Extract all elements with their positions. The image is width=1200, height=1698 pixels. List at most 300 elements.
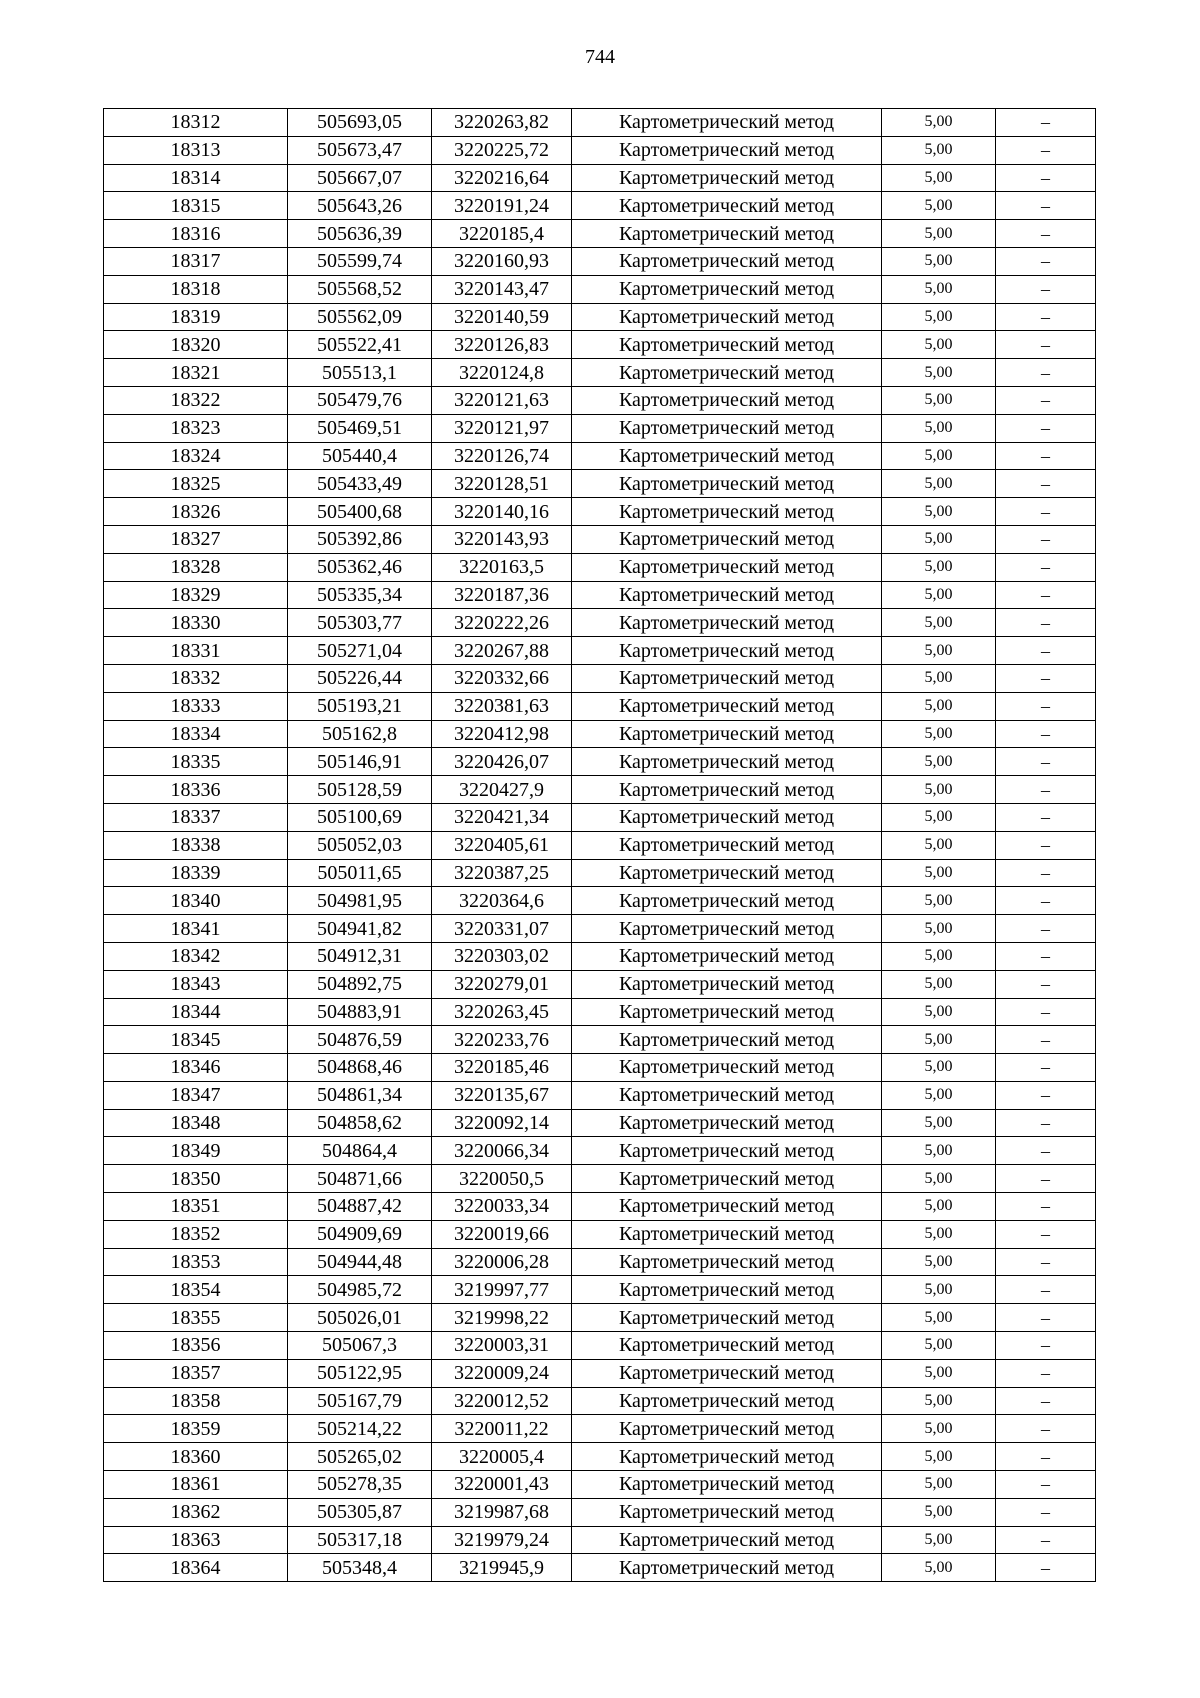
y-coordinate-cell: 3220011,22 — [432, 1415, 572, 1443]
x-coordinate-cell: 505100,69 — [288, 803, 432, 831]
accuracy-cell: 5,00 — [882, 442, 996, 470]
table-row — [104, 414, 1096, 442]
y-coordinate-cell: 3220121,63 — [432, 386, 572, 414]
accuracy-cell: 5,00 — [882, 1220, 996, 1248]
x-coordinate-cell: 505278,35 — [288, 1471, 432, 1499]
method-cell: Картометрический метод — [572, 748, 882, 776]
table-row — [104, 164, 1096, 192]
accuracy-cell: 5,00 — [882, 1304, 996, 1332]
method-cell: Картометрический метод — [572, 887, 882, 915]
y-coordinate-cell: 3220267,88 — [432, 637, 572, 665]
y-coordinate-cell: 3220006,28 — [432, 1248, 572, 1276]
dash-cell: – — [996, 1415, 1096, 1443]
x-coordinate-cell: 505440,4 — [288, 442, 432, 470]
point-number-cell: 18339 — [104, 859, 288, 887]
x-coordinate-cell: 505643,26 — [288, 192, 432, 220]
y-coordinate-cell: 3220303,02 — [432, 942, 572, 970]
coordinates-table — [103, 108, 1096, 1582]
y-coordinate-cell: 3220009,24 — [432, 1359, 572, 1387]
accuracy-cell: 5,00 — [882, 1415, 996, 1443]
accuracy-cell: 5,00 — [882, 915, 996, 943]
dash-cell: – — [996, 720, 1096, 748]
table-row — [104, 998, 1096, 1026]
method-cell: Картометрический метод — [572, 720, 882, 748]
accuracy-cell: 5,00 — [882, 164, 996, 192]
point-number-cell: 18337 — [104, 803, 288, 831]
accuracy-cell: 5,00 — [882, 1054, 996, 1082]
accuracy-cell: 5,00 — [882, 331, 996, 359]
x-coordinate-cell: 505146,91 — [288, 748, 432, 776]
dash-cell: – — [996, 136, 1096, 164]
dash-cell: – — [996, 1332, 1096, 1360]
accuracy-cell: 5,00 — [882, 1471, 996, 1499]
point-number-cell: 18328 — [104, 553, 288, 581]
y-coordinate-cell: 3220191,24 — [432, 192, 572, 220]
accuracy-cell: 5,00 — [882, 386, 996, 414]
y-coordinate-cell: 3219997,77 — [432, 1276, 572, 1304]
accuracy-cell: 5,00 — [882, 498, 996, 526]
dash-cell: – — [996, 303, 1096, 331]
table-row — [104, 1276, 1096, 1304]
dash-cell: – — [996, 748, 1096, 776]
accuracy-cell: 5,00 — [882, 720, 996, 748]
y-coordinate-cell: 3220128,51 — [432, 470, 572, 498]
table-row — [104, 1526, 1096, 1554]
point-number-cell: 18335 — [104, 748, 288, 776]
y-coordinate-cell: 3220185,46 — [432, 1054, 572, 1082]
table-row — [104, 1137, 1096, 1165]
table-row — [104, 915, 1096, 943]
table-row — [104, 1054, 1096, 1082]
x-coordinate-cell: 505636,39 — [288, 220, 432, 248]
point-number-cell: 18332 — [104, 664, 288, 692]
dash-cell: – — [996, 1054, 1096, 1082]
y-coordinate-cell: 3220160,93 — [432, 247, 572, 275]
method-cell: Картометрический метод — [572, 1443, 882, 1471]
method-cell: Картометрический метод — [572, 998, 882, 1026]
dash-cell: – — [996, 776, 1096, 804]
point-number-cell: 18343 — [104, 970, 288, 998]
dash-cell: – — [996, 498, 1096, 526]
accuracy-cell: 5,00 — [882, 136, 996, 164]
x-coordinate-cell: 504883,91 — [288, 998, 432, 1026]
x-coordinate-cell: 504944,48 — [288, 1248, 432, 1276]
accuracy-cell: 5,00 — [882, 748, 996, 776]
table-row — [104, 1165, 1096, 1193]
accuracy-cell: 5,00 — [882, 553, 996, 581]
y-coordinate-cell: 3220421,34 — [432, 803, 572, 831]
x-coordinate-cell: 505052,03 — [288, 831, 432, 859]
y-coordinate-cell: 3219987,68 — [432, 1498, 572, 1526]
point-number-cell: 18356 — [104, 1332, 288, 1360]
accuracy-cell: 5,00 — [882, 859, 996, 887]
table-row — [104, 609, 1096, 637]
x-coordinate-cell: 505479,76 — [288, 386, 432, 414]
point-number-cell: 18352 — [104, 1220, 288, 1248]
table-row — [104, 637, 1096, 665]
y-coordinate-cell: 3220225,72 — [432, 136, 572, 164]
x-coordinate-cell: 505226,44 — [288, 664, 432, 692]
method-cell: Картометрический метод — [572, 1304, 882, 1332]
y-coordinate-cell: 3220185,4 — [432, 220, 572, 248]
x-coordinate-cell: 504892,75 — [288, 970, 432, 998]
accuracy-cell: 5,00 — [882, 275, 996, 303]
y-coordinate-cell: 3220405,61 — [432, 831, 572, 859]
dash-cell: – — [996, 803, 1096, 831]
point-number-cell: 18338 — [104, 831, 288, 859]
x-coordinate-cell: 505693,05 — [288, 109, 432, 137]
point-number-cell: 18320 — [104, 331, 288, 359]
point-number-cell: 18350 — [104, 1165, 288, 1193]
accuracy-cell: 5,00 — [882, 1026, 996, 1054]
y-coordinate-cell: 3220143,93 — [432, 525, 572, 553]
method-cell: Картометрический метод — [572, 1498, 882, 1526]
accuracy-cell: 5,00 — [882, 1193, 996, 1221]
point-number-cell: 18326 — [104, 498, 288, 526]
x-coordinate-cell: 505433,49 — [288, 470, 432, 498]
method-cell: Картометрический метод — [572, 275, 882, 303]
point-number-cell: 18316 — [104, 220, 288, 248]
point-number-cell: 18363 — [104, 1526, 288, 1554]
table-row — [104, 859, 1096, 887]
accuracy-cell: 5,00 — [882, 581, 996, 609]
coordinates-table-body — [104, 109, 1096, 1582]
method-cell: Картометрический метод — [572, 1276, 882, 1304]
x-coordinate-cell: 504941,82 — [288, 915, 432, 943]
table-row — [104, 970, 1096, 998]
dash-cell: – — [996, 1081, 1096, 1109]
point-number-cell: 18362 — [104, 1498, 288, 1526]
x-coordinate-cell: 505011,65 — [288, 859, 432, 887]
y-coordinate-cell: 3220066,34 — [432, 1137, 572, 1165]
point-number-cell: 18345 — [104, 1026, 288, 1054]
dash-cell: – — [996, 220, 1096, 248]
y-coordinate-cell: 3220012,52 — [432, 1387, 572, 1415]
point-number-cell: 18353 — [104, 1248, 288, 1276]
table-row — [104, 831, 1096, 859]
point-number-cell: 18327 — [104, 525, 288, 553]
method-cell: Картометрический метод — [572, 1193, 882, 1221]
point-number-cell: 18358 — [104, 1387, 288, 1415]
dash-cell: – — [996, 1220, 1096, 1248]
table-row — [104, 1443, 1096, 1471]
method-cell: Картометрический метод — [572, 359, 882, 387]
method-cell: Картометрический метод — [572, 192, 882, 220]
table-row — [104, 1109, 1096, 1137]
x-coordinate-cell: 505335,34 — [288, 581, 432, 609]
dash-cell: – — [996, 1248, 1096, 1276]
dash-cell: – — [996, 442, 1096, 470]
method-cell: Картометрический метод — [572, 609, 882, 637]
y-coordinate-cell: 3220412,98 — [432, 720, 572, 748]
table-row — [104, 220, 1096, 248]
method-cell: Картометрический метод — [572, 414, 882, 442]
dash-cell: – — [996, 1026, 1096, 1054]
accuracy-cell: 5,00 — [882, 609, 996, 637]
dash-cell: – — [996, 1443, 1096, 1471]
x-coordinate-cell: 504858,62 — [288, 1109, 432, 1137]
point-number-cell: 18361 — [104, 1471, 288, 1499]
point-number-cell: 18348 — [104, 1109, 288, 1137]
table-row — [104, 720, 1096, 748]
dash-cell: – — [996, 942, 1096, 970]
point-number-cell: 18342 — [104, 942, 288, 970]
x-coordinate-cell: 505667,07 — [288, 164, 432, 192]
point-number-cell: 18329 — [104, 581, 288, 609]
dash-cell: – — [996, 859, 1096, 887]
dash-cell: – — [996, 414, 1096, 442]
x-coordinate-cell: 505469,51 — [288, 414, 432, 442]
method-cell: Картометрический метод — [572, 1081, 882, 1109]
y-coordinate-cell: 3220143,47 — [432, 275, 572, 303]
accuracy-cell: 5,00 — [882, 831, 996, 859]
dash-cell: – — [996, 247, 1096, 275]
table-row — [104, 525, 1096, 553]
accuracy-cell: 5,00 — [882, 1081, 996, 1109]
method-cell: Картометрический метод — [572, 1109, 882, 1137]
accuracy-cell: 5,00 — [882, 998, 996, 1026]
y-coordinate-cell: 3220222,26 — [432, 609, 572, 637]
dash-cell: – — [996, 1193, 1096, 1221]
method-cell: Картометрический метод — [572, 970, 882, 998]
dash-cell: – — [996, 109, 1096, 137]
accuracy-cell: 5,00 — [882, 303, 996, 331]
accuracy-cell: 5,00 — [882, 970, 996, 998]
accuracy-cell: 5,00 — [882, 1443, 996, 1471]
table-row — [104, 275, 1096, 303]
table-row — [104, 1554, 1096, 1582]
dash-cell: – — [996, 998, 1096, 1026]
table-row — [104, 553, 1096, 581]
y-coordinate-cell: 3219945,9 — [432, 1554, 572, 1582]
x-coordinate-cell: 505122,95 — [288, 1359, 432, 1387]
accuracy-cell: 5,00 — [882, 664, 996, 692]
dash-cell: – — [996, 970, 1096, 998]
dash-cell: – — [996, 525, 1096, 553]
x-coordinate-cell: 504868,46 — [288, 1054, 432, 1082]
method-cell: Картометрический метод — [572, 1471, 882, 1499]
table-row — [104, 1081, 1096, 1109]
table-row — [104, 109, 1096, 137]
point-number-cell: 18312 — [104, 109, 288, 137]
x-coordinate-cell: 505128,59 — [288, 776, 432, 804]
y-coordinate-cell: 3220263,82 — [432, 109, 572, 137]
x-coordinate-cell: 505400,68 — [288, 498, 432, 526]
point-number-cell: 18336 — [104, 776, 288, 804]
dash-cell: – — [996, 609, 1096, 637]
dash-cell: – — [996, 1276, 1096, 1304]
y-coordinate-cell: 3220140,59 — [432, 303, 572, 331]
x-coordinate-cell: 505067,3 — [288, 1332, 432, 1360]
y-coordinate-cell: 3220364,6 — [432, 887, 572, 915]
table-row — [104, 1359, 1096, 1387]
y-coordinate-cell: 3220124,8 — [432, 359, 572, 387]
table-row — [104, 692, 1096, 720]
method-cell: Картометрический метод — [572, 803, 882, 831]
x-coordinate-cell: 504871,66 — [288, 1165, 432, 1193]
dash-cell: – — [996, 1165, 1096, 1193]
table-row — [104, 1248, 1096, 1276]
accuracy-cell: 5,00 — [882, 1276, 996, 1304]
x-coordinate-cell: 505392,86 — [288, 525, 432, 553]
accuracy-cell: 5,00 — [882, 942, 996, 970]
table-row — [104, 442, 1096, 470]
x-coordinate-cell: 505026,01 — [288, 1304, 432, 1332]
accuracy-cell: 5,00 — [882, 414, 996, 442]
x-coordinate-cell: 505265,02 — [288, 1443, 432, 1471]
point-number-cell: 18324 — [104, 442, 288, 470]
table-row — [104, 359, 1096, 387]
table-row — [104, 192, 1096, 220]
point-number-cell: 18364 — [104, 1554, 288, 1582]
point-number-cell: 18323 — [104, 414, 288, 442]
x-coordinate-cell: 505214,22 — [288, 1415, 432, 1443]
point-number-cell: 18344 — [104, 998, 288, 1026]
dash-cell: – — [996, 1471, 1096, 1499]
x-coordinate-cell: 505317,18 — [288, 1526, 432, 1554]
method-cell: Картометрический метод — [572, 136, 882, 164]
table-row — [104, 498, 1096, 526]
point-number-cell: 18351 — [104, 1193, 288, 1221]
method-cell: Картометрический метод — [572, 220, 882, 248]
method-cell: Картометрический метод — [572, 942, 882, 970]
method-cell: Картометрический метод — [572, 1220, 882, 1248]
y-coordinate-cell: 3220233,76 — [432, 1026, 572, 1054]
y-coordinate-cell: 3220187,36 — [432, 581, 572, 609]
method-cell: Картометрический метод — [572, 331, 882, 359]
dash-cell: – — [996, 1137, 1096, 1165]
accuracy-cell: 5,00 — [882, 1554, 996, 1582]
x-coordinate-cell: 504864,4 — [288, 1137, 432, 1165]
y-coordinate-cell: 3220005,4 — [432, 1443, 572, 1471]
method-cell: Картометрический метод — [572, 859, 882, 887]
point-number-cell: 18322 — [104, 386, 288, 414]
accuracy-cell: 5,00 — [882, 470, 996, 498]
table-row — [104, 1026, 1096, 1054]
method-cell: Картометрический метод — [572, 1165, 882, 1193]
accuracy-cell: 5,00 — [882, 1526, 996, 1554]
y-coordinate-cell: 3220001,43 — [432, 1471, 572, 1499]
table-row — [104, 386, 1096, 414]
method-cell: Картометрический метод — [572, 247, 882, 275]
method-cell: Картометрический метод — [572, 1332, 882, 1360]
method-cell: Картометрический метод — [572, 164, 882, 192]
method-cell: Картометрический метод — [572, 831, 882, 859]
dash-cell: – — [996, 164, 1096, 192]
x-coordinate-cell: 504912,31 — [288, 942, 432, 970]
table-row — [104, 942, 1096, 970]
y-coordinate-cell: 3220332,66 — [432, 664, 572, 692]
method-cell: Картометрический метод — [572, 470, 882, 498]
table-row — [104, 470, 1096, 498]
point-number-cell: 18340 — [104, 887, 288, 915]
y-coordinate-cell: 3220135,67 — [432, 1081, 572, 1109]
dash-cell: – — [996, 831, 1096, 859]
table-row — [104, 1471, 1096, 1499]
table-row — [104, 1220, 1096, 1248]
x-coordinate-cell: 504981,95 — [288, 887, 432, 915]
table-row — [104, 331, 1096, 359]
dash-cell: – — [996, 553, 1096, 581]
x-coordinate-cell: 505193,21 — [288, 692, 432, 720]
point-number-cell: 18357 — [104, 1359, 288, 1387]
dash-cell: – — [996, 1554, 1096, 1582]
table-row — [104, 803, 1096, 831]
point-number-cell: 18321 — [104, 359, 288, 387]
accuracy-cell: 5,00 — [882, 1109, 996, 1137]
accuracy-cell: 5,00 — [882, 220, 996, 248]
point-number-cell: 18318 — [104, 275, 288, 303]
x-coordinate-cell: 505522,41 — [288, 331, 432, 359]
x-coordinate-cell: 505362,46 — [288, 553, 432, 581]
method-cell: Картометрический метод — [572, 1137, 882, 1165]
method-cell: Картометрический метод — [572, 1026, 882, 1054]
y-coordinate-cell: 3220426,07 — [432, 748, 572, 776]
accuracy-cell: 5,00 — [882, 1498, 996, 1526]
accuracy-cell: 5,00 — [882, 525, 996, 553]
table-row — [104, 303, 1096, 331]
table-row — [104, 1415, 1096, 1443]
y-coordinate-cell: 3220050,5 — [432, 1165, 572, 1193]
method-cell: Картометрический метод — [572, 1359, 882, 1387]
point-number-cell: 18360 — [104, 1443, 288, 1471]
accuracy-cell: 5,00 — [882, 1387, 996, 1415]
table-row — [104, 748, 1096, 776]
dash-cell: – — [996, 692, 1096, 720]
dash-cell: – — [996, 359, 1096, 387]
dash-cell: – — [996, 887, 1096, 915]
method-cell: Картометрический метод — [572, 1415, 882, 1443]
x-coordinate-cell: 505673,47 — [288, 136, 432, 164]
table-row — [104, 1332, 1096, 1360]
y-coordinate-cell: 3220121,97 — [432, 414, 572, 442]
table-row — [104, 1304, 1096, 1332]
method-cell: Картометрический метод — [572, 498, 882, 526]
point-number-cell: 18331 — [104, 637, 288, 665]
method-cell: Картометрический метод — [572, 442, 882, 470]
dash-cell: – — [996, 637, 1096, 665]
x-coordinate-cell: 504876,59 — [288, 1026, 432, 1054]
dash-cell: – — [996, 1359, 1096, 1387]
table-row — [104, 664, 1096, 692]
dash-cell: – — [996, 1498, 1096, 1526]
x-coordinate-cell: 504909,69 — [288, 1220, 432, 1248]
y-coordinate-cell: 3220140,16 — [432, 498, 572, 526]
x-coordinate-cell: 505348,4 — [288, 1554, 432, 1582]
point-number-cell: 18355 — [104, 1304, 288, 1332]
y-coordinate-cell: 3219998,22 — [432, 1304, 572, 1332]
y-coordinate-cell: 3220019,66 — [432, 1220, 572, 1248]
y-coordinate-cell: 3220279,01 — [432, 970, 572, 998]
method-cell: Картометрический метод — [572, 525, 882, 553]
point-number-cell: 18346 — [104, 1054, 288, 1082]
table-row — [104, 581, 1096, 609]
accuracy-cell: 5,00 — [882, 776, 996, 804]
method-cell: Картометрический метод — [572, 581, 882, 609]
dash-cell: – — [996, 192, 1096, 220]
method-cell: Картометрический метод — [572, 1526, 882, 1554]
point-number-cell: 18349 — [104, 1137, 288, 1165]
point-number-cell: 18314 — [104, 164, 288, 192]
method-cell: Картометрический метод — [572, 664, 882, 692]
y-coordinate-cell: 3220387,25 — [432, 859, 572, 887]
dash-cell: – — [996, 1526, 1096, 1554]
x-coordinate-cell: 505599,74 — [288, 247, 432, 275]
method-cell: Картометрический метод — [572, 637, 882, 665]
x-coordinate-cell: 505167,79 — [288, 1387, 432, 1415]
table-row — [104, 1193, 1096, 1221]
point-number-cell: 18313 — [104, 136, 288, 164]
